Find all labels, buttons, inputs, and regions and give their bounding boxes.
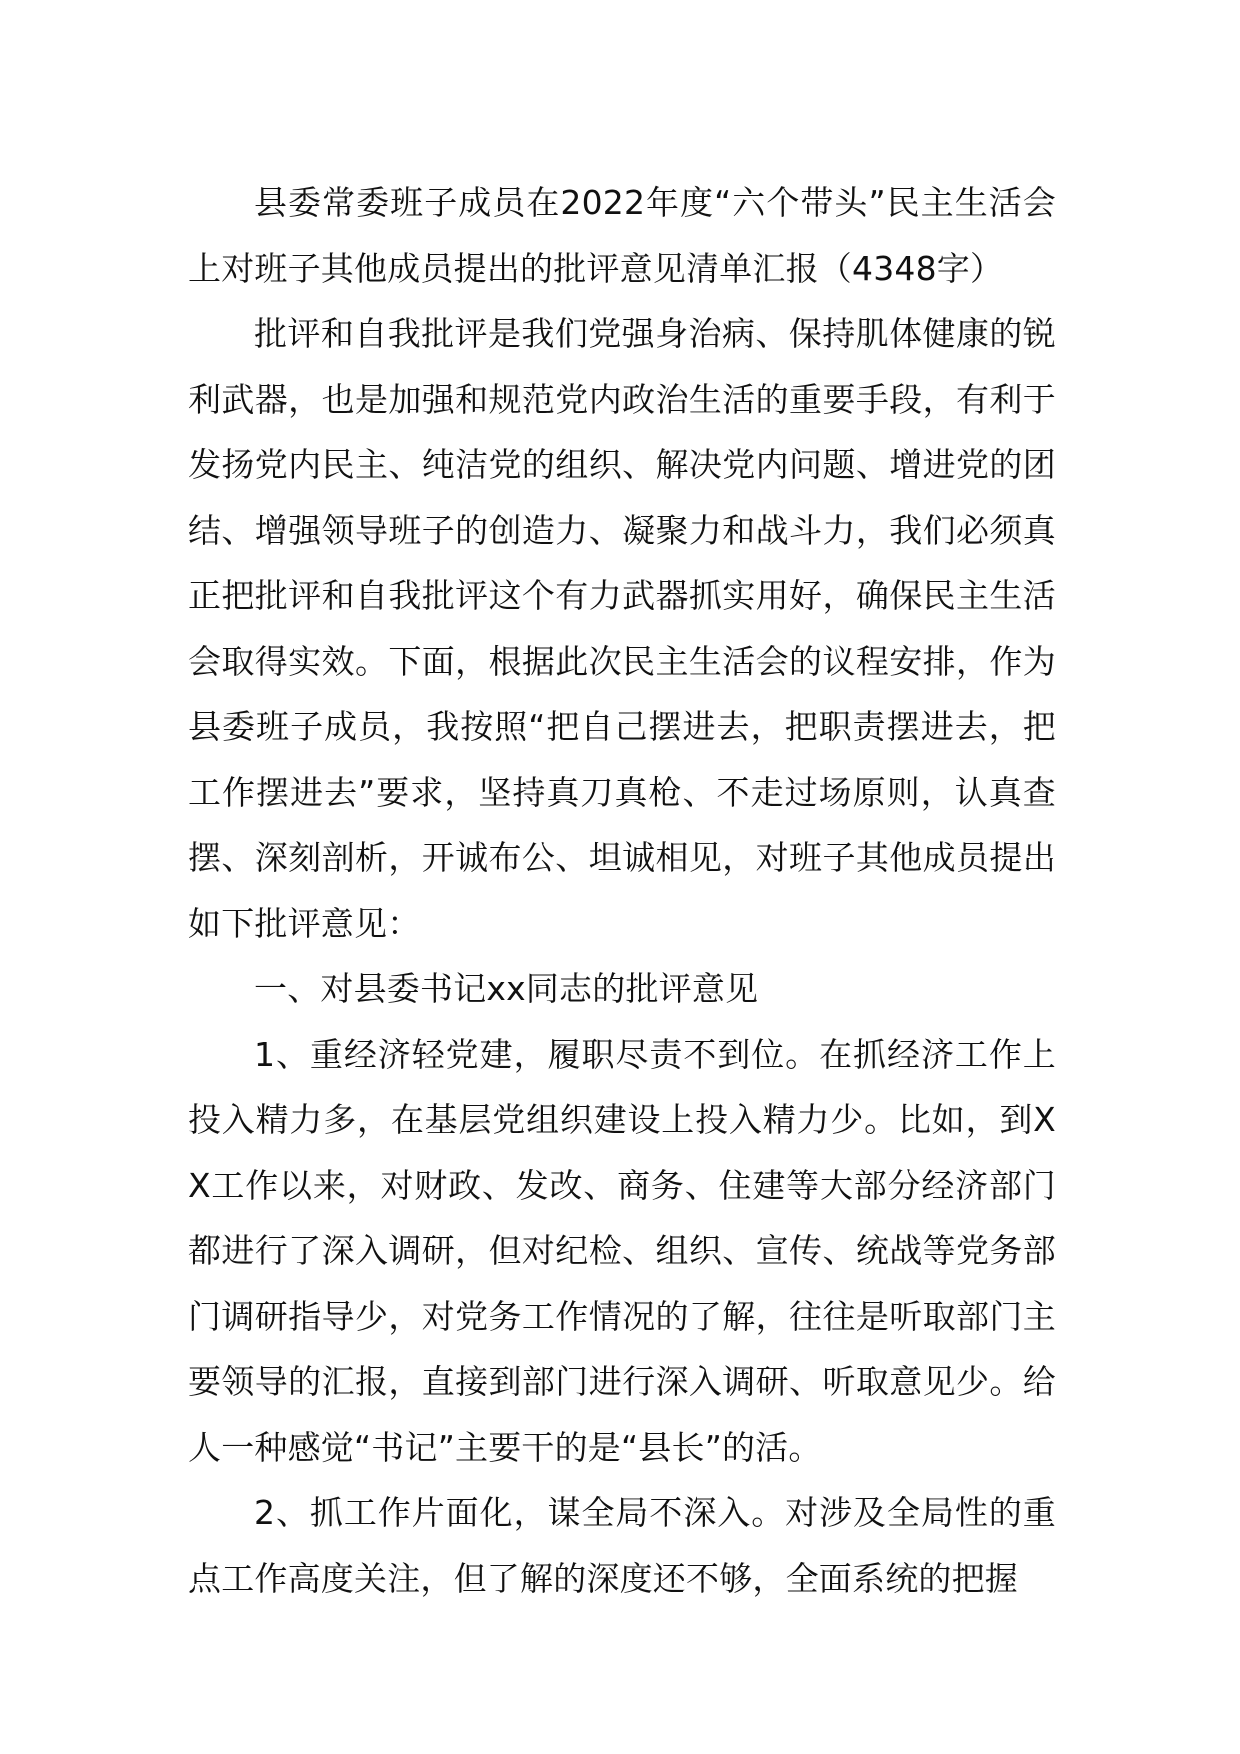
document-title: 县委常委班子成员在2022年度“六个带头”民主生活会上对班子其他成员提出的批评意见清单汇报（4348字） — [188, 183, 1056, 288]
section-heading: 一、对县委书记xx同志的批评意见 — [254, 969, 759, 1008]
point-1-paragraph: 1、重经济轻党建，履职尽责不到位。在抓经济工作上投入精力多，在基层党组织建设上投入精力少。比如，到XX工作以来，对财政、发改、商务、住建等大部分经济部门都进行了深入调研，但对纪检、组织、宣传、统战等党务部门调研指导少，对党务工作情况的了解，往往是听取部门主要领导的汇报，直接到部门进行深入调研、听取意见少。给人一种感觉“书记”主要干的是“县长”的活。 — [188, 1034, 1056, 1467]
point-2-paragraph: 2、抓工作片面化，谋全局不深入。对涉及全局性的重点工作高度关注，但了解的深度还不够，全面系统的把握 — [188, 1493, 1056, 1598]
intro-paragraph: 批评和自我批评是我们党强身治病、保持肌体健康的锐利武器，也是加强和规范党内政治生活的重要手段，有利于发扬党内民主、纯洁党的组织、解决党内问题、增进党的团结、增强领导班子的创造力、凝聚力和战斗力，我们必须真正把批评和自我批评这个有力武器抓实用好，确保民主生活会取得实效。下面，根据此次民主生活会的议程安排，作为县委班子成员，我按照“把自己摆进去，把职责摆进去，把工作摆进去”要求，坚持真刀真枪、不走过场原则，认真查摆、深刻剖析，开诚布公、坦诚相见，对班子其他成员提出如下批评意见： — [188, 314, 1056, 943]
document-body — [188, 170, 1056, 1611]
